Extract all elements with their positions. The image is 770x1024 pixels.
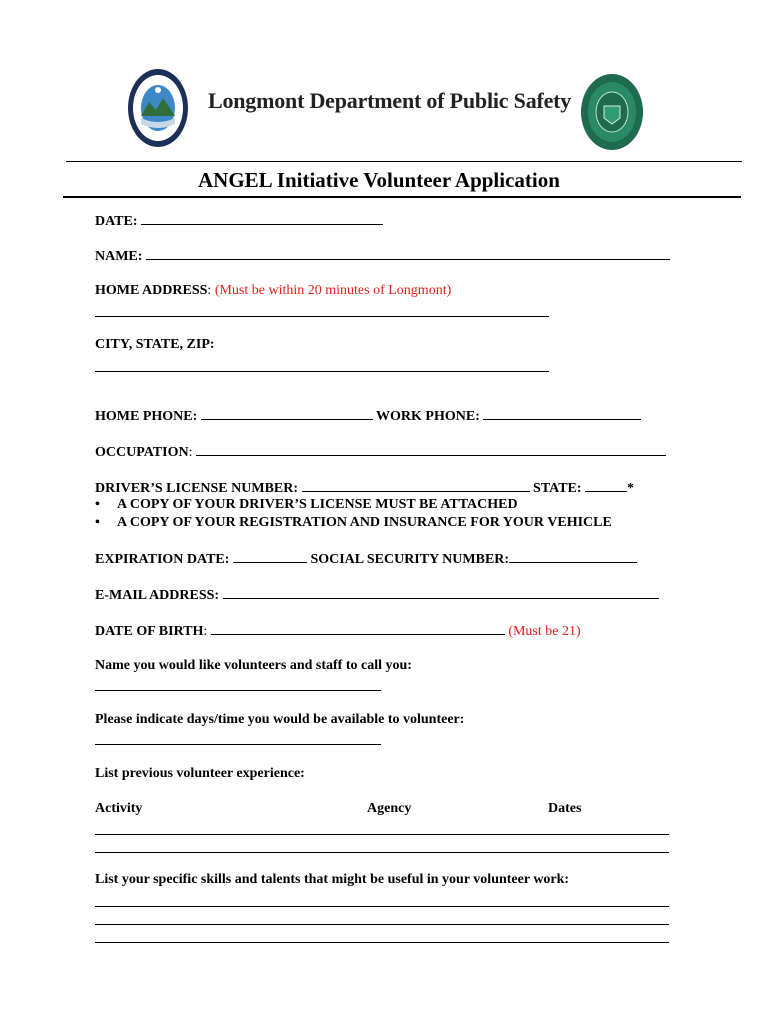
bullet-icon: •: [95, 497, 100, 512]
ssn-label: SOCIAL SECURITY NUMBER:: [310, 552, 510, 567]
state-field[interactable]: [585, 479, 627, 492]
home-address-colon: :: [207, 283, 212, 298]
experience-col-agency: Agency: [367, 801, 412, 816]
dob-label: DATE OF BIRTH: [95, 624, 204, 639]
ssn-field[interactable]: [509, 550, 637, 563]
state-asterisk: *: [627, 481, 635, 496]
department-seal-icon: [127, 68, 189, 148]
license-row: [95, 479, 634, 497]
expiration-ssn-row: [95, 550, 637, 568]
work-phone-field[interactable]: [483, 407, 641, 420]
home-phone-field[interactable]: [201, 407, 373, 420]
angel-initiative-seal-icon: [580, 72, 644, 152]
dob-note: (Must be 21): [508, 624, 581, 639]
city-label: CITY, STATE, ZIP:: [95, 337, 215, 352]
date-row: [95, 212, 383, 230]
attachment-requirements: [95, 497, 612, 533]
occupation-label: OCCUPATION: [95, 445, 189, 460]
home-address-row: [95, 283, 451, 299]
title-bottom-rule: [63, 196, 741, 198]
skills-line-1[interactable]: [95, 906, 669, 907]
experience-col-dates: Dates: [548, 801, 582, 816]
skills-line-2[interactable]: [95, 924, 669, 925]
email-row: [95, 586, 659, 604]
work-phone-label: WORK PHONE:: [376, 409, 480, 424]
name-field[interactable]: [146, 247, 670, 260]
nickname-field[interactable]: [95, 690, 381, 691]
dob-field[interactable]: [211, 622, 505, 635]
expiration-label: EXPIRATION DATE:: [95, 552, 230, 567]
date-field[interactable]: [141, 212, 383, 225]
license-label: DRIVER’S LICENSE NUMBER:: [95, 481, 299, 496]
home-address-note: (Must be within 20 minutes of Longmont): [214, 283, 452, 298]
email-field[interactable]: [223, 586, 659, 599]
availability-label: Please indicate days/time you would be available to volunteer:: [95, 712, 465, 727]
title-top-rule: [66, 161, 742, 162]
home-address-label: HOME ADDRESS: [95, 283, 208, 298]
list-item: [95, 515, 612, 533]
occupation-field[interactable]: [196, 443, 666, 456]
name-label: NAME:: [95, 249, 143, 264]
experience-col-activity: Activity: [95, 801, 143, 816]
occupation-row: [95, 443, 666, 461]
state-label: STATE:: [533, 481, 582, 496]
skills-label: List your specific skills and talents that might be useful in your volunteer work:: [95, 872, 570, 887]
dob-colon: :: [203, 624, 208, 639]
bullet-license-copy: A COPY OF YOUR DRIVER’S LICENSE MUST BE ATTACHED: [117, 497, 518, 512]
experience-label: List previous volunteer experience:: [95, 766, 305, 781]
phone-row: [95, 407, 641, 425]
organization-name: Longmont Department of Public Safety: [208, 88, 572, 113]
date-label: DATE:: [95, 214, 138, 229]
nickname-label: Name you would like volunteers and staff to call you:: [95, 658, 412, 673]
availability-field[interactable]: [95, 744, 381, 745]
form-title: ANGEL Initiative Volunteer Application: [198, 168, 560, 192]
bullet-icon: •: [95, 515, 100, 530]
city-state-zip-field[interactable]: [95, 371, 549, 372]
bullet-registration-insurance: A COPY OF YOUR REGISTRATION AND INSURANCE FOR YOUR VEHICLE: [117, 515, 612, 530]
experience-line-2[interactable]: [95, 852, 669, 853]
list-item: [95, 497, 612, 515]
experience-line-1[interactable]: [95, 834, 669, 835]
home-address-field[interactable]: [95, 316, 549, 317]
license-number-field[interactable]: [302, 479, 530, 492]
skills-line-3[interactable]: [95, 942, 669, 943]
name-row: [95, 247, 670, 265]
dob-row: [95, 622, 581, 640]
email-label: E-MAIL ADDRESS:: [95, 588, 220, 603]
home-phone-label: HOME PHONE:: [95, 409, 198, 424]
expiration-date-field[interactable]: [233, 550, 307, 563]
occupation-colon: :: [188, 445, 193, 460]
